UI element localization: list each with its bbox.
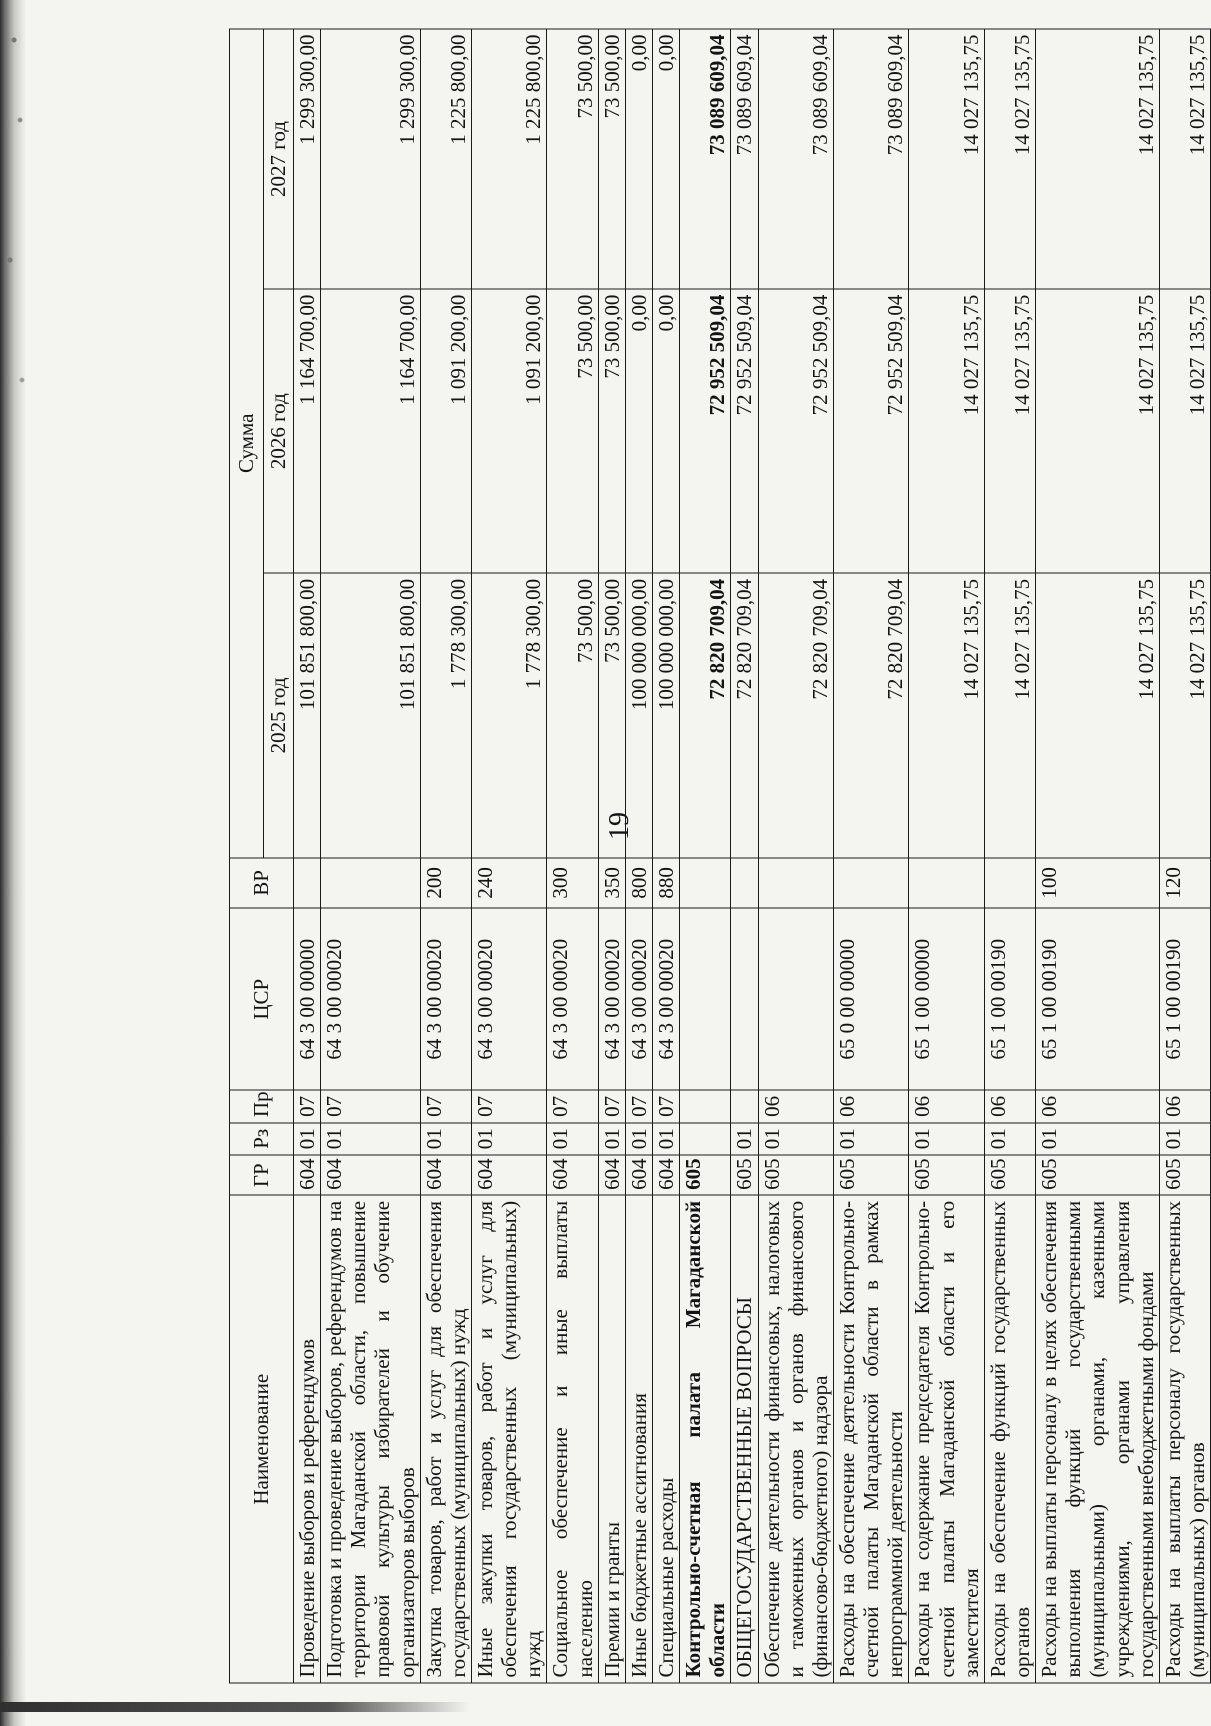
cell-vr: 300 [547,858,598,909]
cell-2027: 1 299 300,00 [294,29,321,289]
table-row [321,29,421,1683]
header-vr: ВР [230,858,294,909]
cell-pr: 06 [1159,1090,1210,1122]
cell-pr [731,1090,758,1122]
cell-rz: 01 [294,1123,321,1155]
cell-name: Проведение выборов и референдумов [294,1195,321,1683]
cell-name: Расходы на обеспечение функций государственных органов [984,1195,1035,1683]
cell-rz: 01 [1036,1123,1160,1155]
cell-2026: 72 952 509,04 [731,289,758,573]
cell-csr: 64 3 00 00020 [471,908,546,1090]
table-row [598,29,625,1683]
header-year-2025: 2025 год [264,573,294,857]
cell-vr: 200 [420,858,471,909]
cell-2026: 14 027 135,75 [1159,289,1210,573]
cell-2025: 101 851 800,00 [294,573,321,857]
cell-csr: 65 0 00 00000 [833,908,908,1090]
table-row [833,29,908,1683]
cell-vr [984,858,1035,909]
header-rz: Рз [230,1123,294,1155]
cell-name: Обеспечение деятельности финансовых, налоговых и таможенных органов и органов финансового (финансово-бюджетного) надзора [758,1195,833,1683]
cell-2025: 101 851 800,00 [321,573,421,857]
cell-name: Иные бюджетные ассигнования [625,1195,652,1683]
cell-vr: 880 [652,858,679,909]
cell-2027: 73 089 609,04 [680,29,731,289]
cell-2027: 73 089 609,04 [758,29,833,289]
cell-name: Подготовка и проведение выборов, референдумов на территории Магаданской области, повышение правовой культуры избирателей и обучение организаторов выборов [321,1195,421,1683]
cell-2025: 100 000 000,00 [625,573,652,857]
cell-gr: 605 [909,1155,984,1195]
cell-gr: 604 [652,1155,679,1195]
cell-gr: 605 [680,1155,731,1195]
cell-vr [833,858,908,909]
cell-2025: 72 820 709,04 [731,573,758,857]
cell-pr: 07 [625,1090,652,1122]
cell-gr: 605 [1036,1155,1160,1195]
table-row [547,29,598,1683]
cell-vr [909,858,984,909]
cell-2025: 1 778 300,00 [420,573,471,857]
cell-2026: 14 027 135,75 [1036,289,1160,573]
cell-rz: 01 [984,1123,1035,1155]
cell-pr: 06 [984,1090,1035,1122]
cell-2027: 0,00 [652,29,679,289]
cell-pr: 07 [294,1090,321,1122]
cell-vr [731,858,758,909]
cell-2027: 14 027 135,75 [984,29,1035,289]
cell-2025: 100 000 000,00 [652,573,679,857]
cell-vr [294,858,321,909]
table-row [1159,29,1210,1683]
cell-gr: 605 [1159,1155,1210,1195]
table-row [984,29,1035,1683]
cell-2025: 73 500,00 [547,573,598,857]
header-gr: ГР [230,1155,294,1195]
cell-rz: 01 [758,1123,833,1155]
cell-rz: 01 [420,1123,471,1155]
table-row [758,29,833,1683]
cell-2025: 72 820 709,04 [758,573,833,857]
cell-rz [680,1123,731,1155]
cell-2027: 0,00 [625,29,652,289]
cell-gr: 604 [547,1155,598,1195]
cell-csr: 64 3 00 00020 [652,908,679,1090]
table-row [909,29,984,1683]
cell-2027: 1 225 800,00 [471,29,546,289]
table-body [294,29,1211,1683]
cell-2026: 72 952 509,04 [680,289,731,573]
cell-gr: 605 [833,1155,908,1195]
cell-name: Иные закупки товаров, работ и услуг для обеспечения государственных (муниципальных) нужд [471,1195,546,1683]
cell-2026: 1 091 200,00 [471,289,546,573]
cell-csr [680,908,731,1090]
cell-vr: 240 [471,858,546,909]
cell-csr [731,908,758,1090]
cell-gr: 604 [294,1155,321,1195]
cell-csr: 64 3 00 00020 [321,908,421,1090]
cell-rz: 01 [1159,1123,1210,1155]
table-row [731,29,758,1683]
cell-pr: 06 [758,1090,833,1122]
table-row [471,29,546,1683]
cell-csr: 64 3 00 00000 [294,908,321,1090]
cell-2026: 1 164 700,00 [294,289,321,573]
header-pr: Пр [230,1090,294,1122]
cell-csr: 64 3 00 00020 [598,908,625,1090]
cell-csr: 64 3 00 00020 [420,908,471,1090]
cell-2027: 14 027 135,75 [1159,29,1210,289]
cell-2025: 1 778 300,00 [471,573,546,857]
cell-pr [680,1090,731,1122]
cell-rz: 01 [909,1123,984,1155]
cell-pr: 07 [598,1090,625,1122]
table-header-row [230,29,264,1683]
cell-vr: 120 [1159,858,1210,909]
cell-2026: 0,00 [652,289,679,573]
budget-table [229,29,1211,1684]
cell-pr: 07 [471,1090,546,1122]
cell-gr: 605 [984,1155,1035,1195]
table-row [420,29,471,1683]
cell-2025: 14 027 135,75 [1159,573,1210,857]
cell-gr: 604 [420,1155,471,1195]
cell-pr: 07 [652,1090,679,1122]
cell-rz: 01 [321,1123,421,1155]
cell-2025: 14 027 135,75 [909,573,984,857]
cell-rz: 01 [598,1123,625,1155]
cell-rz: 01 [471,1123,546,1155]
cell-2026: 14 027 135,75 [909,289,984,573]
cell-rz: 01 [833,1123,908,1155]
header-year-2026: 2026 год [264,289,294,573]
cell-2027: 73 089 609,04 [731,29,758,289]
cell-csr: 65 1 00 00190 [984,908,1035,1090]
cell-name: Расходы на обеспечение деятельности Контрольно-счетной палаты Магаданской области в рамках непрограммной деятельности [833,1195,908,1683]
cell-2026: 14 027 135,75 [984,289,1035,573]
cell-gr: 604 [598,1155,625,1195]
cell-csr [758,908,833,1090]
cell-pr: 06 [1036,1090,1160,1122]
cell-2026: 1 164 700,00 [321,289,421,573]
cell-2025: 14 027 135,75 [1036,573,1160,857]
header-csr: ЦСР [230,908,294,1090]
cell-2025: 72 820 709,04 [680,573,731,857]
cell-2027: 73 089 609,04 [833,29,908,289]
page-number: 19 [604,812,635,840]
cell-2027: 1 299 300,00 [321,29,421,289]
cell-gr: 604 [625,1155,652,1195]
cell-pr: 07 [420,1090,471,1122]
cell-rz: 01 [652,1123,679,1155]
cell-vr [758,858,833,909]
cell-name: Расходы на выплаты персоналу в целях обеспечения выполнения функций государственными (муниципальными) органами, казенными учреждениями, органами управления государственными внебюджетными фондами [1036,1195,1160,1683]
cell-rz: 01 [547,1123,598,1155]
cell-2026: 73 500,00 [598,289,625,573]
cell-name: Премии и гранты [598,1195,625,1683]
cell-name: Социальное обеспечение и иные выплаты населению [547,1195,598,1683]
cell-pr: 06 [833,1090,908,1122]
cell-2027: 73 500,00 [547,29,598,289]
cell-name: Расходы на выплаты персоналу государственных (муниципальных) органов [1159,1195,1210,1683]
cell-vr [321,858,421,909]
cell-rz: 01 [625,1123,652,1155]
cell-gr: 605 [731,1155,758,1195]
cell-2027: 14 027 135,75 [1036,29,1160,289]
cell-2026: 72 952 509,04 [758,289,833,573]
cell-gr: 604 [321,1155,421,1195]
cell-csr: 65 1 00 00190 [1159,908,1210,1090]
cell-2026: 72 952 509,04 [833,289,908,573]
header-name: Наименование [230,1195,294,1683]
cell-name: Закупка товаров, работ и услуг для обеспечения государственных (муниципальных) нужд [420,1195,471,1683]
table-row [625,29,652,1683]
cell-2027: 1 225 800,00 [420,29,471,289]
cell-vr: 800 [625,858,652,909]
cell-2026: 73 500,00 [547,289,598,573]
cell-name: Специальные расходы [652,1195,679,1683]
header-sum: Сумма [230,29,264,858]
cell-csr: 65 1 00 00190 [1036,908,1160,1090]
cell-pr: 07 [321,1090,421,1122]
cell-vr: 350 [598,858,625,909]
cell-2027: 14 027 135,75 [909,29,984,289]
budget-table-container [229,29,1209,1684]
cell-2026: 1 091 200,00 [420,289,471,573]
cell-2026: 0,00 [625,289,652,573]
cell-name: ОБЩЕГОСУДАРСТВЕННЫЕ ВОПРОСЫ [731,1195,758,1683]
cell-vr [680,858,731,909]
cell-name: Расходы на содержание председателя Контрольно-счетной палаты Магаданской области и его заместителя [909,1195,984,1683]
table-row [294,29,321,1683]
table-row [1036,29,1160,1683]
cell-2027: 73 500,00 [598,29,625,289]
cell-gr: 605 [758,1155,833,1195]
cell-csr: 64 3 00 00020 [547,908,598,1090]
table-row [680,29,731,1683]
cell-2025: 14 027 135,75 [984,573,1035,857]
cell-pr: 06 [909,1090,984,1122]
scan-noise [0,0,40,480]
table-row [652,29,679,1683]
cell-gr: 604 [471,1155,546,1195]
scan-bottom-edge [0,1702,470,1712]
cell-name: Контрольно-счетная палата Магаданской области [680,1195,731,1683]
cell-pr: 07 [547,1090,598,1122]
header-year-2027: 2027 год [264,29,294,289]
cell-csr: 65 1 00 00000 [909,908,984,1090]
cell-csr: 64 3 00 00020 [625,908,652,1090]
cell-2025: 72 820 709,04 [833,573,908,857]
cell-rz: 01 [731,1123,758,1155]
cell-vr: 100 [1036,858,1160,909]
cell-2025: 73 500,00 [598,573,625,857]
